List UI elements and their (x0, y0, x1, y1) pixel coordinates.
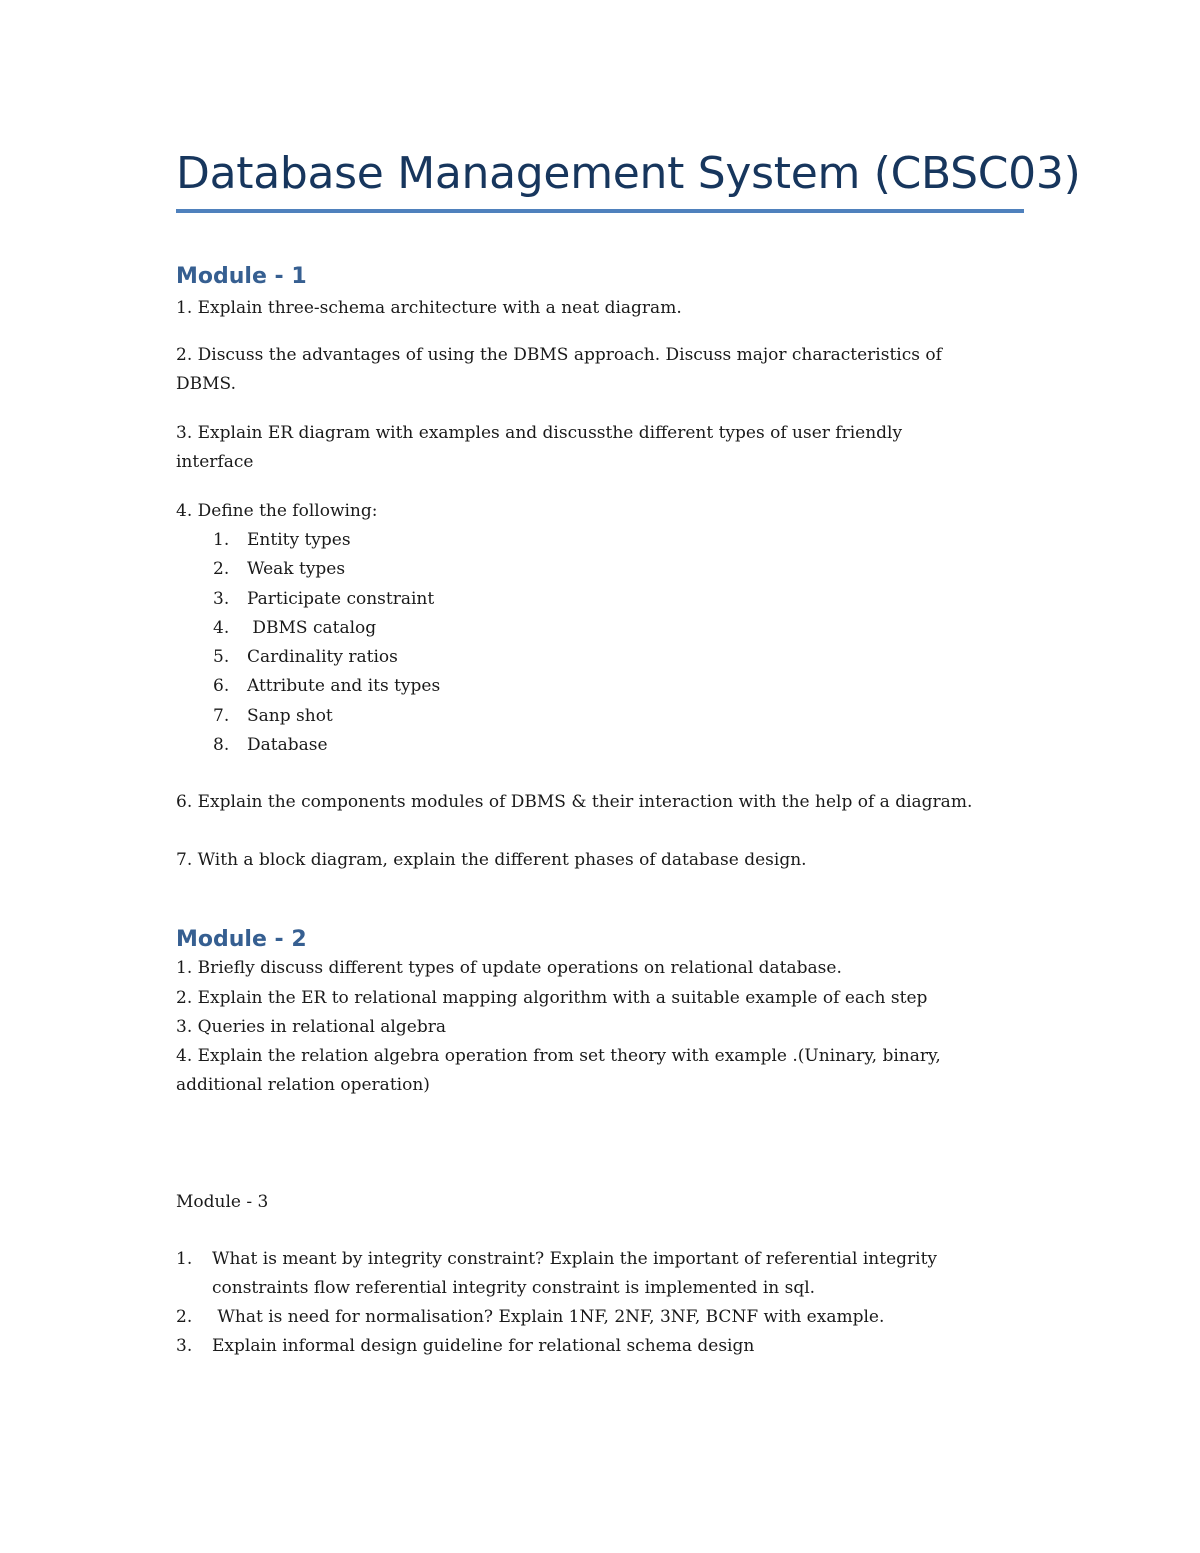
list-number: 3. (176, 1336, 193, 1356)
list-text: What is meant by integrity constraint? Explain the important of referential integrity constraints flow referential integrity constraint is implemented in sql. (212, 1249, 938, 1298)
module-3-heading: Module - 3 (176, 1192, 269, 1212)
list-text: Attribute and its types (247, 676, 441, 697)
module-1-question-7: 7. With a block diagram, explain the different phases of database design. (176, 850, 807, 870)
list-text: Participate constraint (247, 588, 435, 609)
module-2-question-3: 3. Queries in relational algebra (176, 1017, 446, 1037)
list-number: 5. (213, 647, 230, 668)
list-number: 2. (213, 559, 230, 580)
list-item (176, 1245, 1026, 1303)
module-1-question-1: 1. Explain three-schema architecture with a neat diagram. (176, 298, 682, 318)
list-text: DBMS catalog (247, 617, 377, 638)
list-number: 1. (176, 1249, 193, 1269)
module-2-heading: Module - 2 (176, 927, 307, 952)
list-number: 4. (213, 617, 230, 638)
list-text: Weak types (247, 559, 346, 580)
list-item (176, 1303, 1026, 1332)
list-item (176, 1332, 1026, 1361)
module-1-question-6: 6. Explain the components modules of DBMS & their interaction with the help of a diagram. (176, 792, 973, 812)
list-number: 2. (176, 1307, 193, 1327)
list-number: 1. (213, 530, 230, 550)
module-2-question-4-line-1: 4. Explain the relation algebra operation from set theory with example .(Uninary, binary, (176, 1046, 941, 1066)
list-text: Explain informal design guideline for relational schema design (212, 1336, 755, 1356)
module-1-heading: Module - 1 (176, 264, 307, 289)
list-number: 3. (213, 588, 230, 609)
list-text: Cardinality ratios (247, 647, 398, 668)
module-1-question-2-line-2: DBMS. (176, 374, 236, 394)
module-1-question-4: 4. Define the following: (176, 501, 378, 521)
module-1-question-2-line-1: 2. Discuss the advantages of using the DBMS approach. Discuss major characteristics of (176, 345, 942, 365)
list-number: 7. (213, 705, 230, 726)
module-1-question-3-line-2: interface (176, 452, 254, 472)
module-3-question-list (176, 1245, 1026, 1361)
list-number: 8. (213, 735, 230, 756)
document-title: Database Management System (CBSC03) (176, 148, 1081, 199)
list-text: Entity types (247, 530, 351, 550)
title-underline (176, 209, 1024, 213)
list-number: 6. (213, 676, 230, 697)
list-text: What is need for normalisation? Explain 1NF, 2NF, 3NF, BCNF with example. (212, 1307, 885, 1327)
list-text: Sanp shot (247, 705, 333, 726)
module-2-question-2: 2. Explain the ER to relational mapping algorithm with a suitable example of each step (176, 988, 928, 1008)
module-1-question-3-line-1: 3. Explain ER diagram with examples and discussthe different types of user friendly (176, 423, 903, 443)
module-2-question-1: 1. Briefly discuss different types of update operations on relational database. (176, 958, 842, 978)
list-text: Database (247, 735, 328, 756)
module-2-question-4-line-2: additional relation operation) (176, 1075, 430, 1095)
